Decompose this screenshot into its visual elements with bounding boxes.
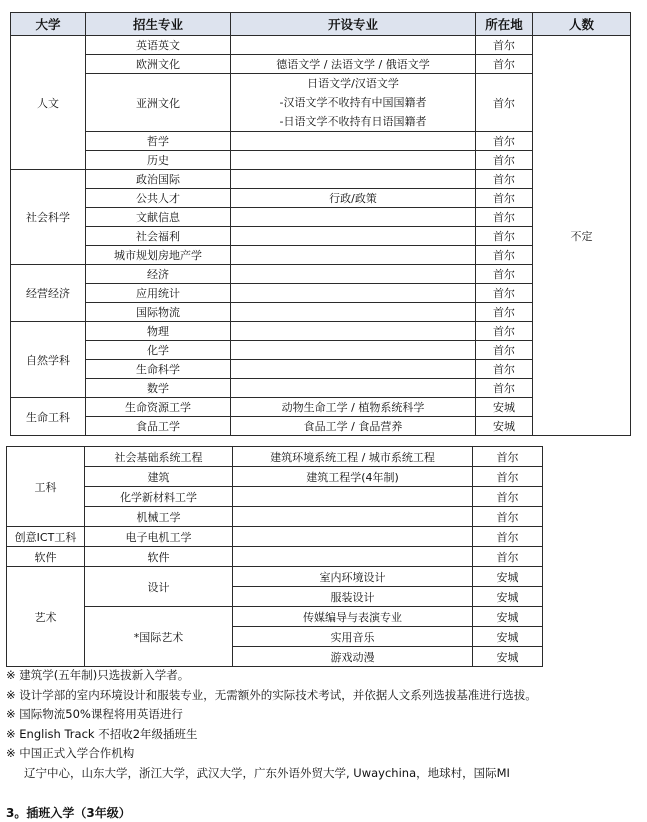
location-cell: 首尔 (473, 487, 543, 507)
major-cell: 国际物流 (86, 303, 231, 322)
specialty-line: -日语文学不收持有日语国籍者 (279, 115, 427, 128)
specialty-cell (231, 189, 476, 208)
specialty-line: 行政/政策 (329, 192, 377, 205)
major-cell: 设计 (85, 567, 233, 607)
admissions-table-2 (6, 446, 543, 667)
table-row (7, 487, 543, 507)
specialty-cell (231, 208, 476, 227)
major-cell: 物理 (86, 322, 231, 341)
location-cell: 首尔 (476, 74, 533, 132)
university-cell: 自然学科 (11, 322, 86, 398)
location-cell: 首尔 (473, 527, 543, 547)
specialty-cell: 实用音乐 (233, 627, 473, 647)
university-cell: 人文 (11, 36, 86, 170)
specialty-cell: 服装设计 (233, 587, 473, 607)
note-architecture: ※ 建筑学(五年制)只选拔新入学者。 (6, 668, 190, 682)
location-cell: 安城 (473, 627, 543, 647)
specialty-cell: 建筑工程学(4年制) (233, 467, 473, 487)
specialty-cell (231, 379, 476, 398)
table-row (7, 447, 543, 467)
location-cell: 首尔 (476, 151, 533, 170)
specialty-line: -汉语文学不收持有中国国籍者 (279, 96, 427, 109)
specialty-cell (231, 398, 476, 417)
major-cell: 应用统计 (86, 284, 231, 303)
location-cell: 首尔 (476, 246, 533, 265)
table-row (7, 547, 543, 567)
header-row (11, 13, 631, 36)
location-cell: 首尔 (476, 265, 533, 284)
specialty-cell (233, 487, 473, 507)
specialty-line: 日语文学/汉语文学 (307, 77, 399, 90)
table-row (7, 527, 543, 547)
specialty-cell (231, 55, 476, 74)
specialty-cell (233, 547, 473, 567)
major-cell: 历史 (86, 151, 231, 170)
university-cell: 创意ICT工科 (7, 527, 85, 547)
major-cell: 英语英文 (86, 36, 231, 55)
location-cell: 首尔 (476, 132, 533, 151)
header-location: 所在地 (476, 13, 533, 36)
university-cell: 生命工科 (11, 398, 86, 436)
specialty-cell (231, 246, 476, 265)
location-cell: 首尔 (476, 303, 533, 322)
university-cell: 工科 (7, 447, 85, 527)
location-cell: 安城 (473, 647, 543, 667)
major-cell: 化学新材料工学 (85, 487, 233, 507)
header-major: 招生专业 (86, 13, 231, 36)
major-cell: 建筑 (85, 467, 233, 487)
major-cell: 经济 (86, 265, 231, 284)
specialty-cell (231, 341, 476, 360)
major-cell: 电子电机工学 (85, 527, 233, 547)
header-count: 人数 (533, 13, 631, 36)
specialty-cell (231, 284, 476, 303)
note-partners-heading: ※ 中国正式入学合作机构 (6, 746, 135, 761)
location-cell: 首尔 (476, 227, 533, 246)
major-cell: 生命资源工学 (86, 398, 231, 417)
location-cell: 首尔 (473, 467, 543, 487)
admissions-table-1 (10, 12, 631, 436)
major-cell: 欧洲文化 (86, 55, 231, 74)
specialty-cell: 传媒编导与表演专业 (233, 607, 473, 627)
notes-section (6, 666, 646, 784)
specialty-line: 动物生命工学 / 植物系统科学 (281, 401, 425, 414)
location-cell: 安城 (476, 398, 533, 417)
major-cell: *国际艺术 (85, 607, 233, 667)
location-cell: 首尔 (476, 341, 533, 360)
major-cell: 亚洲文化 (86, 74, 231, 132)
location-cell: 首尔 (476, 360, 533, 379)
specialty-cell (231, 132, 476, 151)
note-partner-list: 辽宁中心，山东大学，浙江大学，武汉大学，广东外语外贸大学, Uwaychina，地球村，国际MI (24, 765, 510, 780)
table-row (7, 567, 543, 587)
table-2-body (7, 447, 543, 667)
major-cell: 数学 (86, 379, 231, 398)
specialty-cell (231, 170, 476, 189)
location-cell: 首尔 (476, 170, 533, 189)
header-specialties: 开设专业 (231, 13, 476, 36)
location-cell: 首尔 (476, 55, 533, 74)
specialty-cell (233, 507, 473, 527)
specialty-line: 食品工学 / 食品营养 (303, 420, 403, 433)
specialty-cell: 建筑环境系统工程 / 城市系统工程 (233, 447, 473, 467)
location-cell: 安城 (473, 607, 543, 627)
major-cell: 公共人才 (86, 189, 231, 208)
specialty-line: 德语文学 / 法语文学 / 俄语文学 (276, 58, 430, 71)
specialty-cell (231, 265, 476, 284)
university-cell: 经营经济 (11, 265, 86, 322)
note-logistics: ※ 国际物流50%课程将用英语进行 (6, 707, 183, 722)
major-cell: 社会福利 (86, 227, 231, 246)
location-cell: 首尔 (476, 208, 533, 227)
specialty-cell (231, 360, 476, 379)
university-cell: 社会科学 (11, 170, 86, 265)
specialty-cell (231, 36, 476, 55)
section-heading: 3。插班入学（3年级） (6, 806, 131, 820)
major-cell: 社会基础系统工程 (85, 447, 233, 467)
location-cell: 首尔 (476, 284, 533, 303)
note-design: ※ 设计学部的室内环境设计和服装专业，无需额外的实际技术考试，并依据人文系列选拔基准进行选拔。 (6, 687, 537, 702)
table-row (7, 467, 543, 487)
location-cell: 安城 (476, 417, 533, 436)
major-cell: 食品工学 (86, 417, 231, 436)
specialty-cell (231, 322, 476, 341)
table-row (7, 507, 543, 527)
header-university: 大学 (11, 13, 86, 36)
specialty-cell: 室内环境设计 (233, 567, 473, 587)
location-cell: 首尔 (476, 322, 533, 341)
table-row (7, 607, 543, 627)
university-cell: 软件 (7, 547, 85, 567)
location-cell: 安城 (473, 567, 543, 587)
location-cell: 安城 (473, 587, 543, 607)
specialty-cell (231, 303, 476, 322)
location-cell: 首尔 (476, 36, 533, 55)
count-cell: 不定 (533, 36, 631, 436)
major-cell: 生命科学 (86, 360, 231, 379)
major-cell: 政治国际 (86, 170, 231, 189)
specialty-cell (233, 527, 473, 547)
location-cell: 首尔 (476, 379, 533, 398)
table-1-body (11, 36, 631, 436)
specialty-cell: 游戏动漫 (233, 647, 473, 667)
major-cell: 软件 (85, 547, 233, 567)
location-cell: 首尔 (473, 507, 543, 527)
specialty-cell (231, 227, 476, 246)
major-cell: 机械工学 (85, 507, 233, 527)
specialty-cell (231, 151, 476, 170)
major-cell: 化学 (86, 341, 231, 360)
major-cell: 哲学 (86, 132, 231, 151)
location-cell: 首尔 (473, 447, 543, 467)
specialty-cell (231, 417, 476, 436)
major-cell: 城市规划房地产学 (86, 246, 231, 265)
specialty-cell (231, 74, 476, 132)
major-cell: 文献信息 (86, 208, 231, 227)
table-row (11, 36, 631, 55)
university-cell: 艺术 (7, 567, 85, 667)
location-cell: 首尔 (476, 189, 533, 208)
location-cell: 首尔 (473, 547, 543, 567)
note-english-track: ※ English Track 不招收2年级插班生 (6, 726, 198, 741)
